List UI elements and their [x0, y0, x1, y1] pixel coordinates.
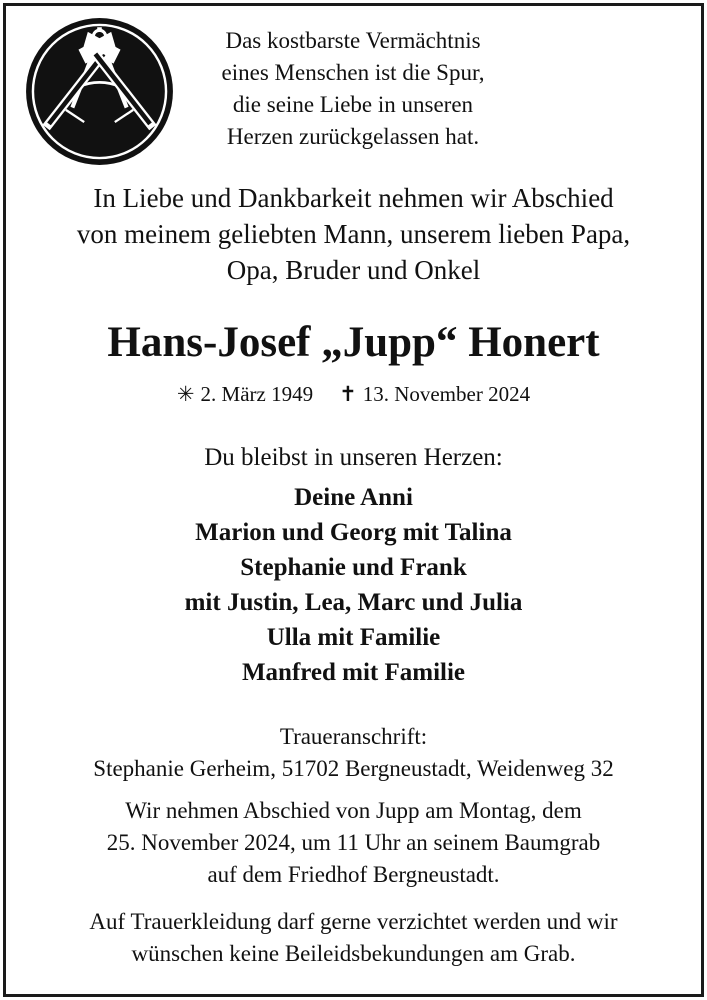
quote-line: eines Menschen ist die Spur, — [221, 60, 485, 85]
funeral-line: Wir nehmen Abschied von Jupp am Montag, dem — [125, 798, 582, 823]
quote-line: Herzen zurückgelassen hat. — [226, 124, 480, 149]
death-date: 13. November 2024 — [362, 382, 531, 406]
roofer-guild-emblem-icon — [23, 15, 176, 168]
birth-star-icon: ✳ — [176, 382, 195, 406]
family-line: Manfred mit Familie — [241, 659, 466, 686]
deceased-name: Hans-Josef „Jupp“ Honert — [107, 319, 600, 366]
closing-line: wünschen keine Beileidsbekundungen am Grab. — [131, 941, 576, 966]
address-line: Stephanie Gerheim, 51702 Bergneustadt, Weidenweg 32 — [93, 756, 614, 781]
family-line: Marion und Georg mit Talina — [195, 519, 512, 546]
closing-line: Auf Trauerkleidung darf gerne verzichtet werden und wir — [89, 909, 618, 934]
remain-text: Du bleibst in unseren Herzen: — [204, 444, 503, 471]
family-line: Ulla mit Familie — [266, 624, 441, 651]
funeral-line: 25. November 2024, um 11 Uhr an seinem Baumgrab — [106, 830, 601, 855]
address-label: Traueranschrift: — [279, 724, 428, 749]
life-dates — [0, 382, 707, 407]
death-cross-icon: ✝ — [339, 382, 357, 406]
family-line: Stephanie und Frank — [240, 554, 467, 581]
intro-line: In Liebe und Dankbarkeit nehmen wir Abschied — [93, 183, 614, 213]
intro-line: Opa, Bruder und Onkel — [226, 255, 481, 285]
family-line: Deine Anni — [294, 484, 413, 511]
birth-date: 2. März 1949 — [200, 382, 314, 406]
funeral-line: auf dem Friedhof Bergneustadt. — [207, 862, 500, 887]
quote-line: die seine Liebe in unseren — [232, 92, 474, 117]
quote-line: Das kostbarste Vermächtnis — [225, 28, 481, 53]
family-line: mit Justin, Lea, Marc und Julia — [184, 589, 523, 616]
intro-line: von meinem geliebten Mann, unserem lieben Papa, — [76, 219, 631, 249]
